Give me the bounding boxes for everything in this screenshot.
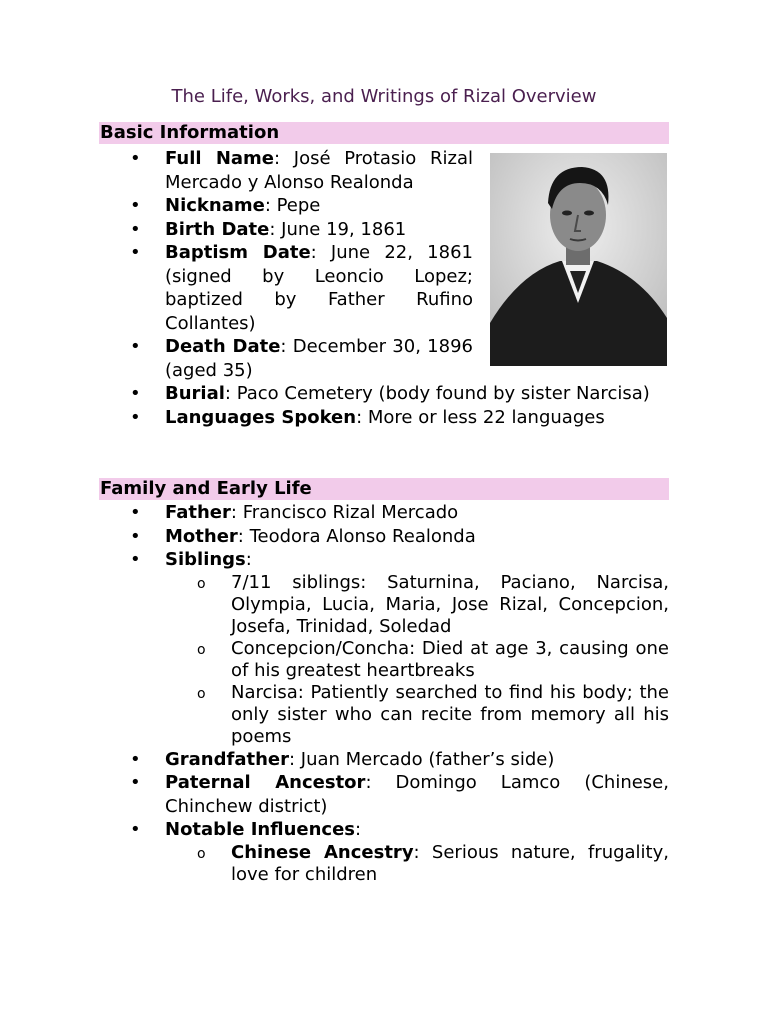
list-item-birth-date: • Birth Date: June 19, 1861 [99,218,473,242]
list-item-notable-influences: • Notable Influences: [99,818,669,842]
list-item-paternal-ancestor: • Paternal Ancestor: Domingo Lamco (Chinese, Chinchew district) [99,771,669,818]
sub-item-concepcion: o Concepcion/Concha: Died at age 3, causing one of his greatest heartbreaks [99,638,669,682]
section-header-family: Family and Early Life [99,478,669,500]
section-family-early-life [99,478,669,886]
basic-info-list [99,147,669,429]
family-list [99,501,669,886]
page-title: The Life, Works, and Writings of Rizal Overview [171,86,597,107]
list-item-grandfather: • Grandfather: Juan Mercado (father’s side) [99,748,669,772]
section-header-basic: Basic Information [99,122,669,144]
section-basic-information [99,122,669,429]
sub-item-narcisa: o Narcisa: Patiently searched to find his body; the only sister who can recite from memory all his poems [99,682,669,748]
list-item-siblings: • Siblings: [99,548,669,572]
list-item-languages: • Languages Spoken: More or less 22 languages [99,406,669,430]
list-item-father: • Father: Francisco Rizal Mercado [99,501,669,525]
sub-item-sibling-list: o 7/11 siblings: Saturnina, Paciano, Narcisa, Olympia, Lucia, Maria, Jose Rizal, Concepcion, Josefa, Trinidad, Soledad [99,572,669,638]
list-item-mother: • Mother: Teodora Alonso Realonda [99,525,669,549]
list-item-burial: • Burial: Paco Cemetery (body found by sister Narcisa) [99,382,669,406]
list-item-nickname: • Nickname: Pepe [99,194,473,218]
list-item-baptism-date: • Baptism Date: June 22, 1861 (signed by Leoncio Lopez; baptized by Father Rufino Collantes) [99,241,473,335]
sub-item-chinese-ancestry: o Chinese Ancestry: Serious nature, frugality, love for children [99,842,669,886]
list-item-death-date: • Death Date: December 30, 1896 (aged 35) [99,335,473,382]
list-item-full-name: • Full Name: José Protasio Rizal Mercado y Alonso Realonda [99,147,473,194]
